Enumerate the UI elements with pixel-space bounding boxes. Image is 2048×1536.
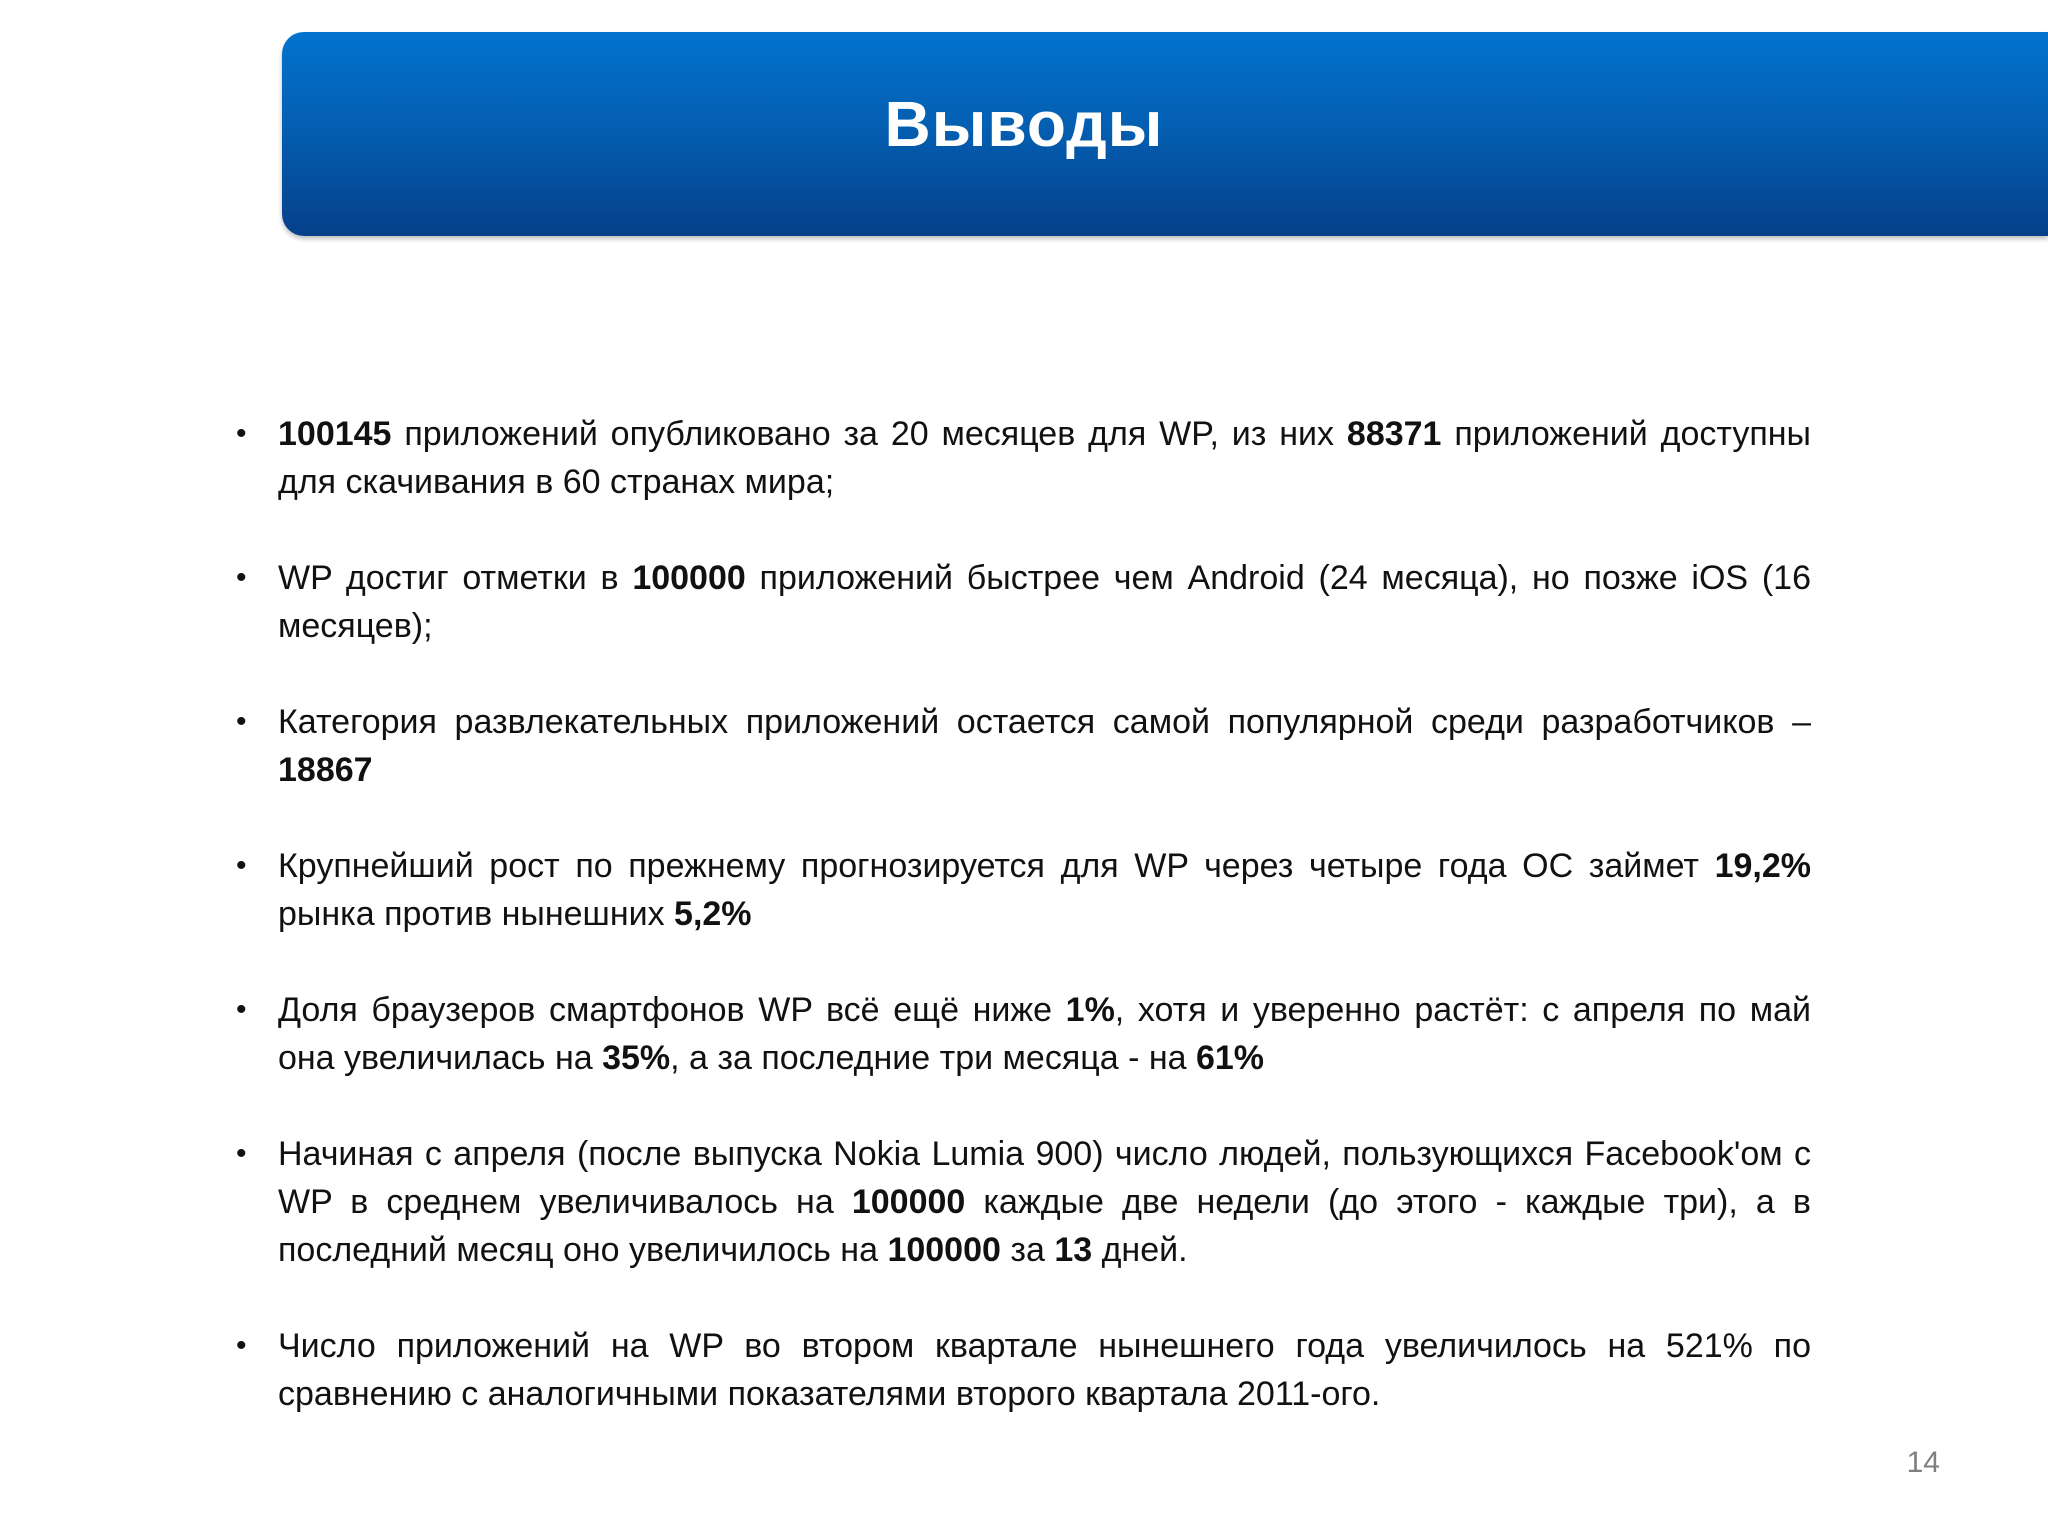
bullet-text: Доля браузеров смартфонов WP всё ещё ниже <box>278 991 1066 1029</box>
slide-title: Выводы <box>884 88 1164 160</box>
bullet-text-bold: 13 <box>1054 1231 1093 1269</box>
bullet-text: дней. <box>1092 1231 1188 1269</box>
bullet-dot-icon: • <box>236 705 247 738</box>
bullet-dot-icon: • <box>236 1329 247 1362</box>
bullet-dot-icon: • <box>236 417 247 450</box>
bullet-list <box>236 410 1811 1466</box>
bullet-item <box>236 554 1811 650</box>
bullet-text: , хотя и уверенно растёт: с апреля по май она увеличилась на <box>278 991 1811 1077</box>
bullet-text: рынка против нынешних <box>278 895 675 933</box>
bullet-text: Начиная с апреля (после выпуска Nokia Lumia 900) число людей, пользующихся Facebook'ом с WP в среднем увеличивалось на <box>278 1135 1811 1221</box>
bullet-dot-icon: • <box>236 561 247 594</box>
bullet-item <box>236 986 1811 1082</box>
bullet-text: приложений доступны для скачивания в 60 странах мира; <box>278 415 1811 501</box>
bullet-text-bold: 100000 <box>887 1231 1001 1269</box>
bullet-item <box>236 1322 1811 1418</box>
bullet-text-bold: 5,2% <box>674 895 752 933</box>
bullet-item <box>236 410 1811 506</box>
bullet-text-bold: 18867 <box>278 751 373 789</box>
bullet-item <box>236 842 1811 938</box>
bullet-text-bold: 61% <box>1195 1039 1265 1077</box>
bullet-dot-icon: • <box>236 993 247 1026</box>
bullet-text-bold: 100000 <box>851 1183 966 1221</box>
bullet-text: за <box>1000 1231 1055 1269</box>
bullet-text-bold: 19,2% <box>1714 847 1811 885</box>
bullet-text: приложений быстрее чем Android (24 месяца), но позже iOS (16 месяцев); <box>278 559 1811 645</box>
bullet-text-bold: 1% <box>1065 991 1115 1029</box>
page-number: 14 <box>1906 1446 1940 1479</box>
bullet-text: Число приложений на WP во втором квартале нынешнего года увеличилось на 521% по сравнению с аналогичными показателями второго квартала 2011-ого. <box>278 1327 1811 1413</box>
bullet-text: WP достиг отметки в <box>278 559 633 597</box>
bullet-text-bold: 35% <box>602 1039 671 1077</box>
bullet-dot-icon: • <box>236 1137 247 1170</box>
bullet-text: каждые две недели (до этого - каждые три), а в последний месяц оно увеличилось на <box>278 1183 1811 1269</box>
bullet-text: Крупнейший рост по прежнему прогнозируется для WP через четыре года ОС займет <box>278 847 1715 885</box>
bullet-text-bold: 100145 <box>278 415 392 453</box>
bullet-text: , а за последние три месяца - на <box>670 1039 1196 1077</box>
bullet-text-bold: 100000 <box>632 559 746 597</box>
bullet-text-bold: 88371 <box>1346 415 1442 453</box>
bullet-dot-icon: • <box>236 849 247 882</box>
bullet-item <box>236 698 1811 794</box>
bullet-item <box>236 1130 1811 1274</box>
bullet-text: Категория развлекательных приложений остается самой популярной среди разработчиков – <box>278 703 1811 741</box>
bullet-text: приложений опубликовано за 20 месяцев для WP, из них <box>391 415 1347 453</box>
